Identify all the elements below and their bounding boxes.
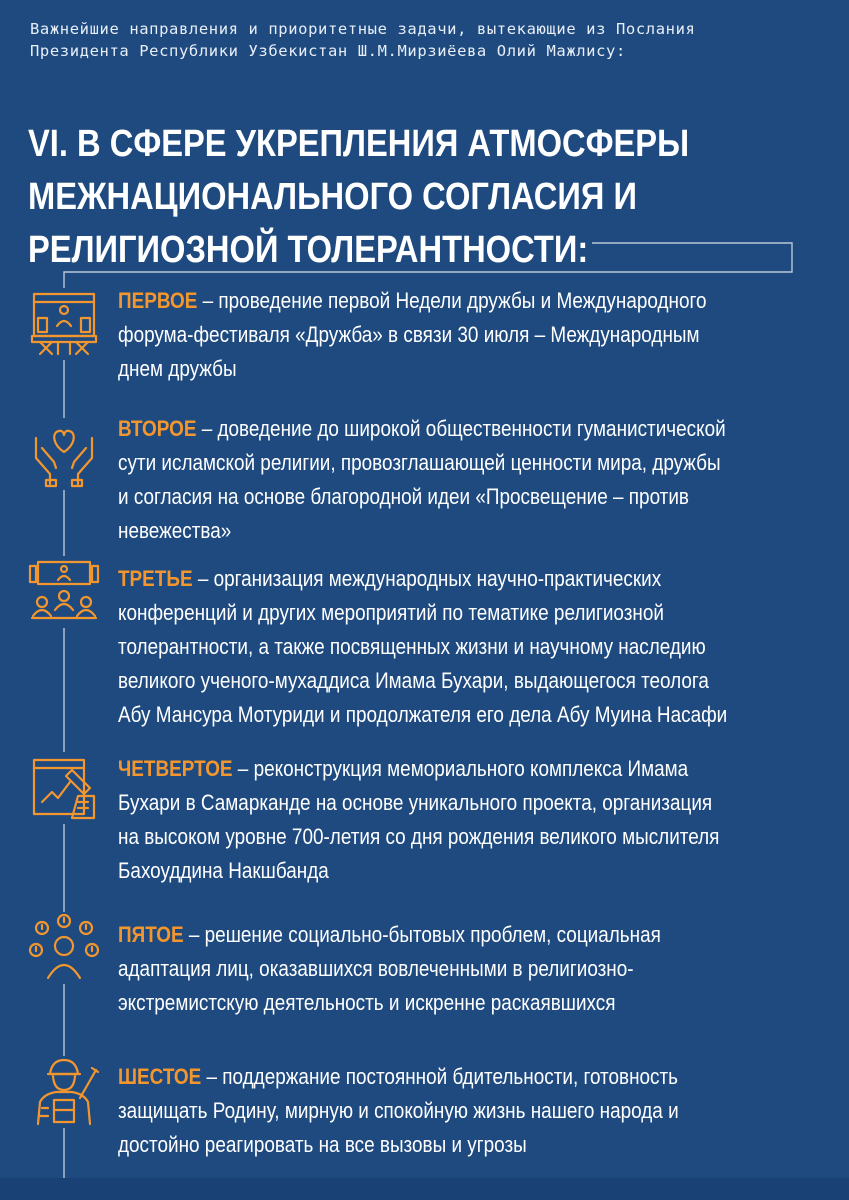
item-lead: ЧЕТВЕРТОЕ (118, 756, 233, 781)
item-text: – поддержание постоянной бдительности, готовность (201, 1064, 679, 1089)
item-text: великого ученого-мухаддиса Имама Бухари, выдающегося теолога (118, 668, 709, 693)
item-text: Бухари в Самарканде на основе уникального проекта, организация (118, 790, 713, 815)
intro-line: Важнейшие направления и приоритетные задачи, вытекающие из Послания (30, 20, 696, 38)
bottom-bar (0, 1178, 849, 1200)
item-text: форума-фестиваля «Дружба» в связи 30 июля – Международным (118, 322, 700, 347)
intro-line: Президента Республики Узбекистан Ш.М.Мирзиёева Олий Мажлису: (30, 42, 626, 60)
stage-icon (28, 288, 100, 360)
item-text: конференций и других мероприятий по тематике религиозной (118, 600, 664, 625)
hands-heart-icon (28, 418, 100, 490)
list-item-fifth (118, 918, 818, 1020)
item-text: невежества» (118, 518, 232, 543)
list-item-sixth (118, 1060, 818, 1162)
item-text: экстремистскую деятельность и искренне раскаявшихся (118, 990, 616, 1015)
list-item-first (118, 284, 818, 386)
item-lead: ПЕРВОЕ (118, 288, 198, 313)
item-lead: ПЯТОЕ (118, 922, 184, 947)
list-item-third (118, 562, 818, 732)
item-text: и согласия на основе благородной идеи «Просвещение – против (118, 484, 689, 509)
item-lead: ШЕСТОЕ (118, 1064, 202, 1089)
section-title (28, 118, 689, 277)
item-text: адаптация лиц, оказавшихся вовлеченными в религиозно- (118, 956, 634, 981)
item-lead: ВТОРОЕ (118, 416, 197, 441)
item-text: толерантности, а также посвященных жизни и научному наследию (118, 634, 706, 659)
blueprint-icon (28, 752, 100, 824)
list-item-second (118, 412, 818, 548)
item-text: на высоком уровне 700-летия со дня рождения великого мыслителя (118, 824, 720, 849)
item-text: Бахоуддина Накшбанда (118, 858, 329, 883)
title-line: VI. В СФЕРЕ УКРЕПЛЕНИЯ АТМОСФЕРЫ (28, 123, 690, 165)
item-text: – реконструкция мемориального комплекса Имама (232, 756, 689, 781)
item-text: сути исламской религии, провозглашающей ценности мира, дружбы (118, 450, 721, 475)
soldier-icon (28, 1056, 100, 1128)
item-text: защищать Родину, мирную и спокойную жизнь нашего народа и (118, 1098, 679, 1123)
item-text: – проведение первой Недели дружбы и Международного (197, 288, 707, 313)
item-text: – доведение до широкой общественности гуманистической (196, 416, 726, 441)
item-text: достойно реагировать на все вызовы и угрозы (118, 1132, 527, 1157)
item-text: – организация международных научно-практических (192, 566, 662, 591)
title-line: МЕЖНАЦИОНАЛЬНОГО СОГЛАСИЯ И (28, 176, 637, 218)
title-line: РЕЛИГИОЗНОЙ ТОЛЕРАНТНОСТИ: (28, 229, 589, 271)
item-text: Абу Мансура Мотуриди и продолжателя его дела Абу Муина Насафи (118, 702, 728, 727)
person-issues-icon (28, 912, 100, 984)
intro-text (30, 18, 810, 62)
conference-icon (28, 556, 100, 628)
item-text: – решение социально-бытовых проблем, социальная (183, 922, 661, 947)
item-lead: ТРЕТЬЕ (118, 566, 193, 591)
item-text: днем дружбы (118, 356, 237, 381)
list-item-fourth (118, 752, 818, 888)
